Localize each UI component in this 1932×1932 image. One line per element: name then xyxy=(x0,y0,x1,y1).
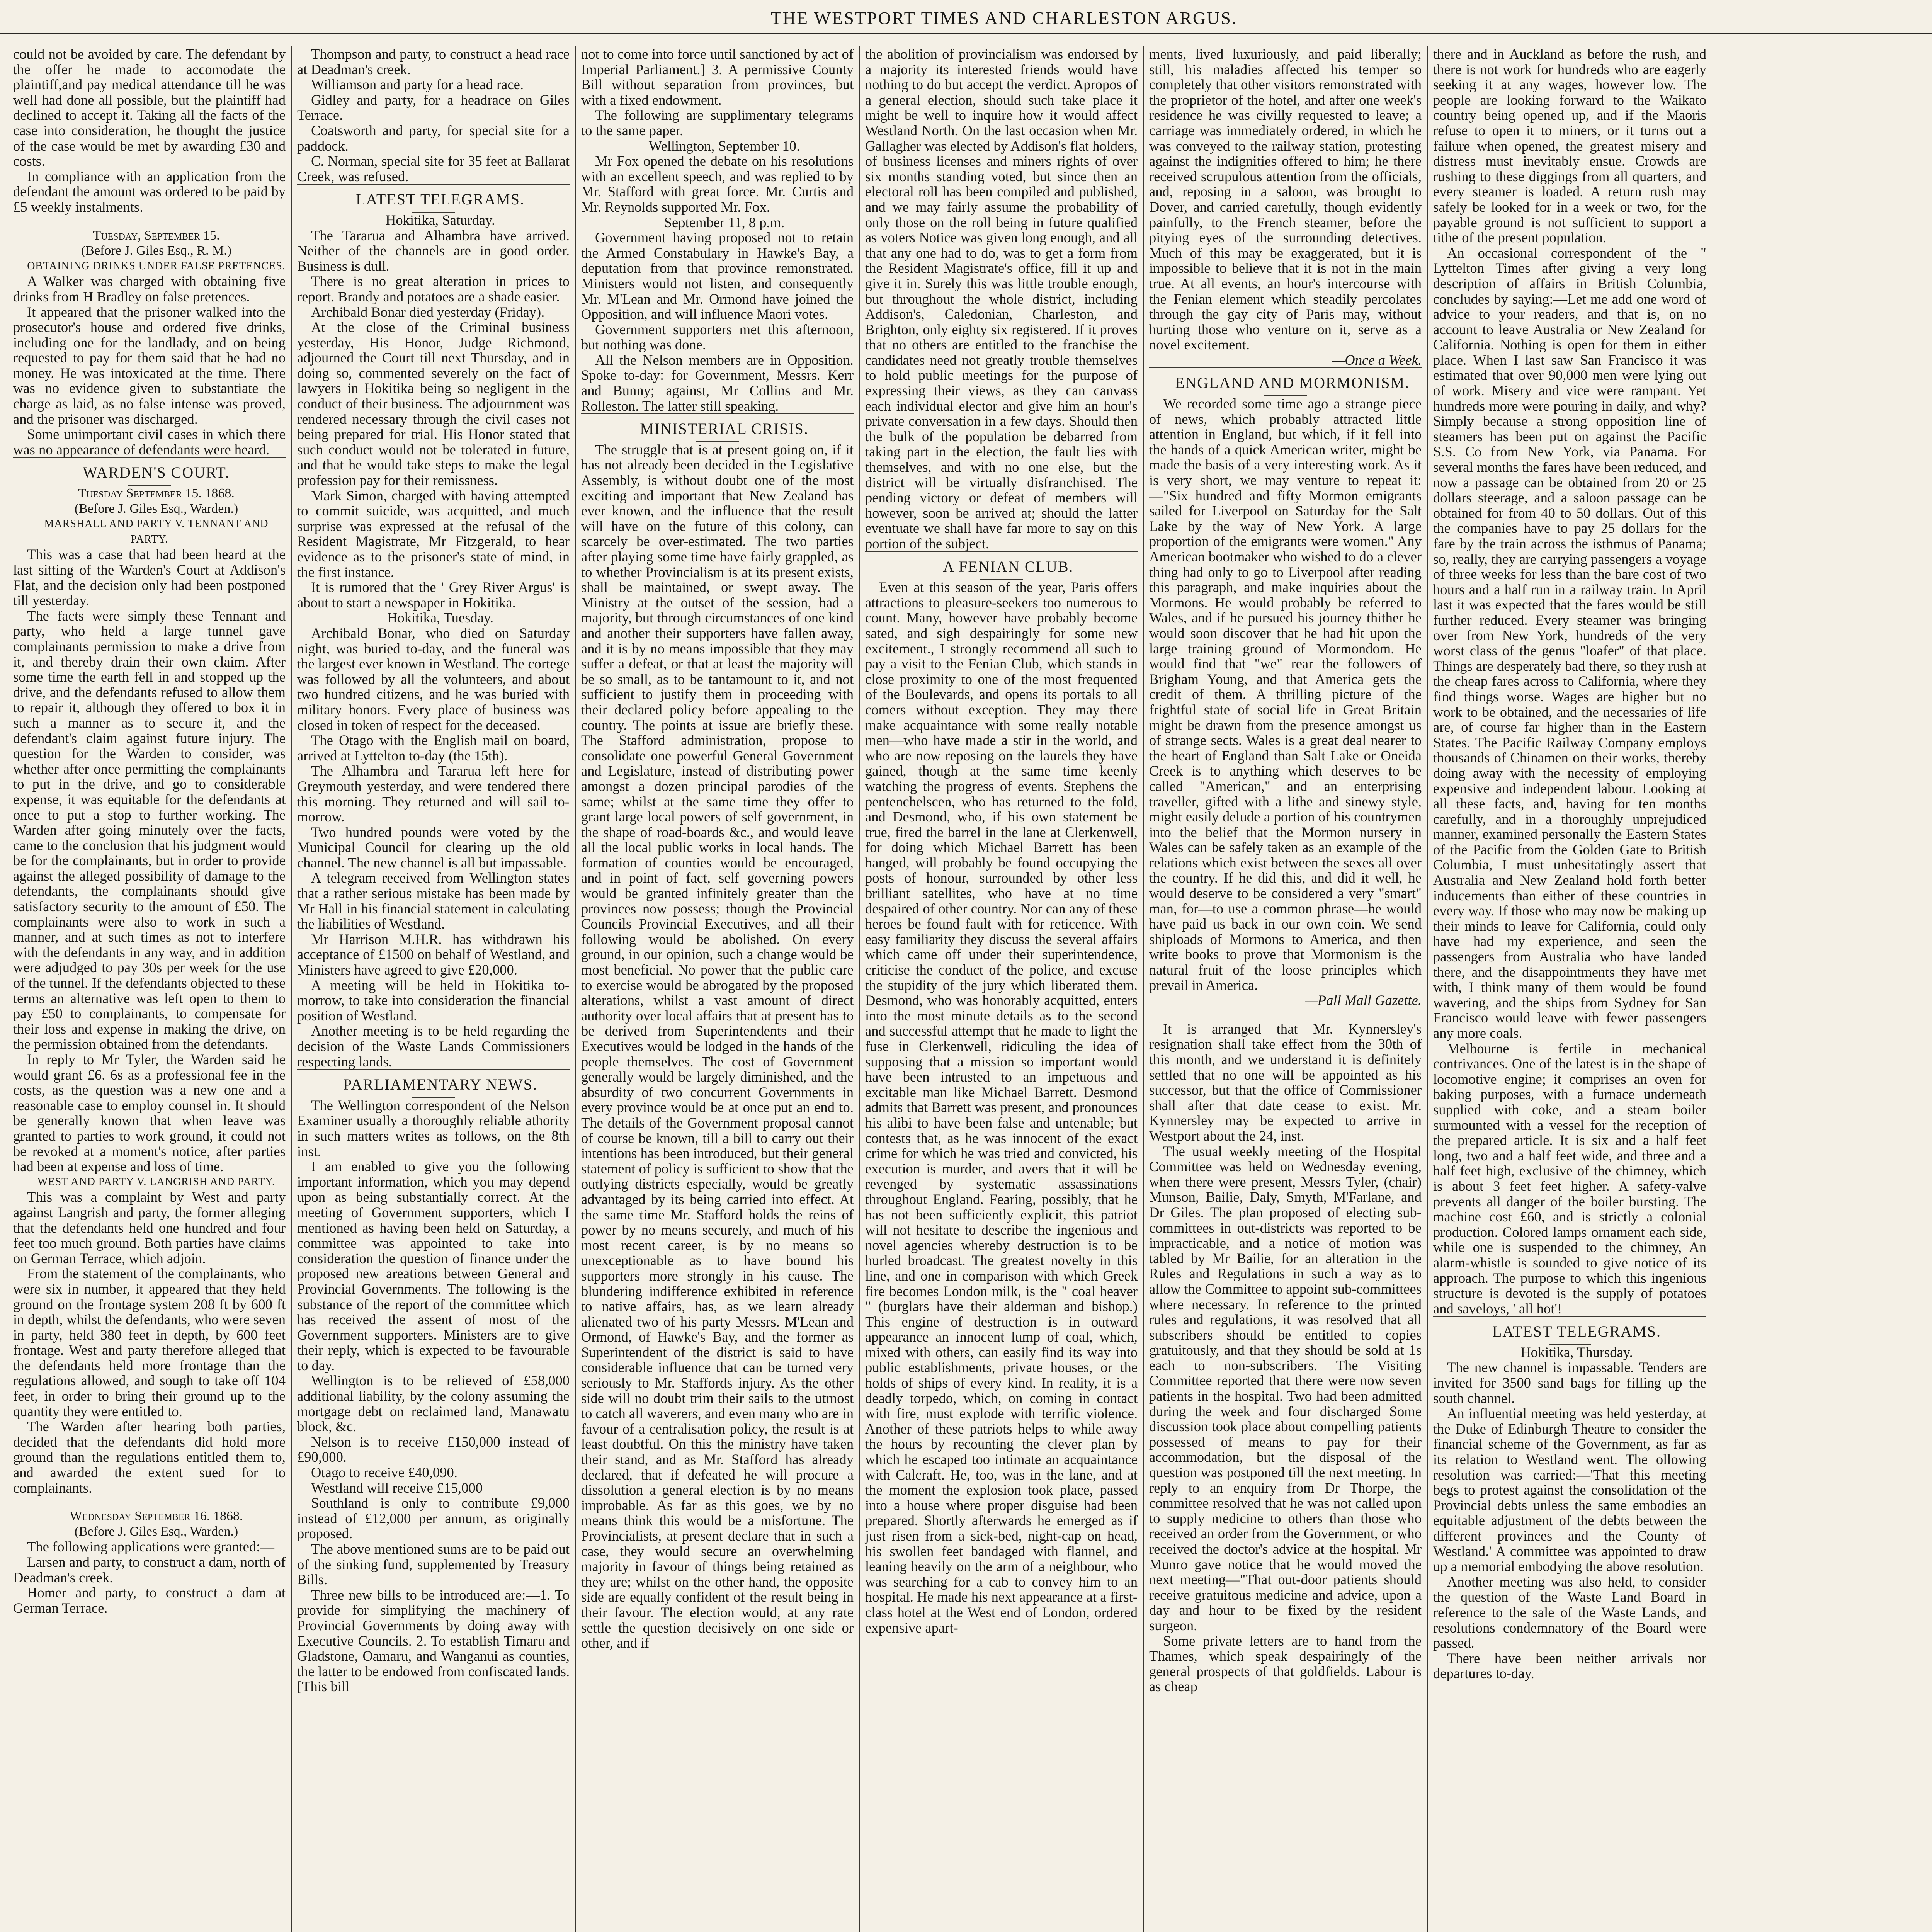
paragraph: An occasional correspondent of the " Lyttelton Times after giving a very long description of affairs in British Columbia, concludes by saying:—Let me add one word of advice to your readers, and that is, on no account to leave Australia or New Zealand for California. Nothing is open for them in either place. When I last saw San Francisco it was estimated that over 90,000 men were lying out of work. Misery and vice were rampant. Yet hundreds more were pouring in daily, and why? Simply because a strong opposition line of steamers has been put on against the Pacific S.S. Co from New York, via Panama. For several months the fares have been reduced, and now a passage can be obtained from 20 or 25 dollars steerage, and a saloon passage can be obtained for from 40 to 50 dollars. Out of this the companies have to pay 25 dollars for the fare by the train across the isthmus of Panama; so, really, they are carrying passengers a voyage of three weeks for less than the bare cost of two hours and a half run in a railway train. In April last it was expected that the fares would be still further reduced. Every steamer was bringing over from New York, hundreds of the very worst class of the genus "loafer" of that place. Things are desperately bad there, so they rush at the cheap fares across to California, where they find things worse. Wages are higher but no work to be obtained, and the necessaries of life are, of course far higher than in the Eastern States. The Pacific Railway Company employs thousands of Chinamen on their works, thereby doing away with the necessity of employing expensive and independent labour. Looking at all these facts, and, having for ten months carefully, and in a thoroughly unprejudiced manner, examined personally the Eastern States of the Pacific from the Golden Gate to British Columbia, I must unhesitatingly assert that Australia and New Zealand hold forth better inducements than either of these countries in every way. If those who may now be making up their minds to leave for California, could only have had my experience, and seen the passengers from Australia who have landed there, and the disappointments they have met with, I think many of them would be found wavering, and the ships from Sydney for San Francisco would leave with fewer passengers any more coals. xyxy=(1433,245,1706,1041)
columns xyxy=(8,46,1932,1932)
paragraph: A meeting will be held in Hokitika to-morrow, to take into consideration the financial position of Westland. xyxy=(297,977,570,1024)
paragraph: There is no great alteration in prices to report. Brandy and potatoes are a shade easier. xyxy=(297,273,570,304)
paragraph: In reply to Mr Tyler, the Warden said he would grant £6. 6s as a professional fee in the costs, as the question was a new one and a reasonable case to employ counsel in. It should be generally known that when leave was granted to parties to work ground, it could not be revoked at a moment's notice, after parties had been at expense and loss of time. xyxy=(13,1051,286,1175)
section-heading: LATEST TELEGRAMS. xyxy=(1433,1316,1706,1345)
paragraph: We recorded some time ago a strange piece of news, which probably attracted little attention in England, but which, if it fell into the hands of a quick American writer, might be made the basis of a very interesting work. As it is very short, we may venture to repeat it:—"Six hundred and fifty Mormon emigrants sailed for Liverpool on Saturday for the Salt Lake by the way of New York. A large proportion of the emigrants were women." Any American bootmaker who wished to do a clever thing had only to go to Liverpool after reading this paragraph, and make inquiries about the Mormons. He would probably be referred to Wales, and if he pursued his journey thither he would soon discover that he had hit upon the large training ground of Mormondom. He would find that "we" rear the followers of Brigham Young, and that America gets the credit of them. A thrilling picture of the frightful state of social life in Great Britain might be drawn from the presence amongst us of strange sects. Wales is a great deal nearer to the heart of England than Salt Lake or Oneida Creek is to anything which deserves to be called "American," and an enterprising traveller, gifted with a lithe and sinewy style, might easily delude a portion of his countrymen into the belief that the Mormon nursery in Wales can be safely taken as an example of the relations which exist between the sexes all over the country. If he did this, and did it well, he would deserve to be considered a very "smart" man, for—to use a common phrase—he would have paid us back in our own coin. We send shiploads of Mormons to America, and then write books to prove that Mormonism is the natural fruit of the loose principles which prevail in America. xyxy=(1149,396,1422,993)
section-heading: ENGLAND AND MORMONISM. xyxy=(1149,367,1422,396)
paragraph: An influential meeting was held yesterday, at the Duke of Edinburgh Theatre to consider the financial scheme of the Government, as far as its relation to Westland went. The ollowing resolution was carried:—'That this meeting begs to protest against the consolidation of the Provincial debts unless the same embodies an equitable adjustment of the debts between the different provinces and the County of Westland.' A committee was appointed to draw up a memorial embodying the above resolution. xyxy=(1433,1405,1706,1575)
paragraph: It appeared that the prisoner walked into the prosecutor's house and ordered five drinks, including one for the landlady, and on being requested to pay for them said that he had no money. He was intoxicated at the time. There was no evidence given to substantiate the charge as laid, as no false intense was proved, and the prisoner was discharged. xyxy=(13,304,286,427)
court-before: (Before J. Giles Esq., Warden.) xyxy=(74,501,238,516)
paragraph: The usual weekly meeting of the Hospital Committee was held on Wednesday evening, when there were present, Messrs Tyler, (chair) Munson, Bailie, Daly, Smyth, M'Farlane, and Dr Giles. The plan proposed of electing sub-committees in out-districts was reported to be impracticable, and a notice of motion was tabled by Mr Bailie, for an alteration in the Rules and Regulations in such a way as to allow the Committee to appoint sub-committees where necessary. In reference to the printed rules and regulations, it was resolved that all subscribers should be entitled to copies gratuitously, and that they should be sold at 1s each to non-subscribers. The Visiting Committee reported that there were now seven patients in the hospital. Two had been admitted during the week and four discharged Some discussion took place about compelling patients possessed of means to pay for their accommodation, but the disposal of the question was postponed till the next meeting. In reply to an enquiry from Dr Thorpe, the committee resolved that he was not called upon to supply medicine to others than those who received an order from the Government, or who received the doctor's advice at the hospital. Mr Munro gave notice that he would moved the next meeting—"That out-door patients should receive gratuitous medicine and advice, upon a day and hour to be fixed by the resident surgeon. xyxy=(1149,1143,1422,1633)
section-heading: PARLIAMENTARY NEWS. xyxy=(297,1069,570,1098)
dateline: Wellington, September 10. xyxy=(648,138,800,154)
paragraph: Even at this season of the year, Paris offers attractions to pleasure-seekers too numerous to count. Many, however have probably become sated, and sigh despairingly for some new excitement., I strongly recommend all such to pay a visit to the Fenian Club, which stands in close proximity to one of the most frequented of the Boulevards, and opens its portals to all comers without exception. They may there make acquaintance with some really notable men—who have made a stir in the world, and who are now reposing on the laurels they have gained, though at the same time keenly watching the progress of events. Stephens the pentenchelscen, who has returned to the fold, and Desmond, who, if his own statement be true, fired the barrel in the lane at Clerkenwell, for doing which Michael Barrett has been hanged, will probably be found occupying the posts of honour, surrounded by other less brilliant satellites, who have at no time despaired of other country. Nor can any of these heroes be found fault with for reticence. With easy familiarity they discuss the several affairs which came off under their superintendence, criticise the conduct of the police, and excuse the stupidity of the jury which liberated them. Desmond, who was honorably acquitted, enters into the most minute details as to the second and successful attempt that he made to light the fuse in Clerkenwell, ridiculing the idea of supposing that a mission so important would have been intrusted to an impetuous and excitable man like Michael Barrett. Desmond admits that Barrett was present, and pronounces his alibi to have been false and untenable; but contests that, as he was innocent of the exact crime for which he was tried and convicted, his execution is murder, and avers that it will be revenged by systematic assassinations throughout England. Fearing, possibly, that he has not been sufficiently explicit, this patriot will not hesitate to describe the ingenious and novel agencies whereby destruction is to be hurled broadcast. The greatest novelty in this line, and one in comparison with which Greek fire becomes London milk, is the " coal heaver " (burglars have their alderman and bishop.) This engine of destruction is in outward appearance an innocent lump of coal, which, mixed with others, can easily find its way into public establishments, private houses, or the holds of ships of every kind. In reality, it is a deadly torpedo, which, on coming in contact with fire, must explode with terrific violence. Another of these patriots helps to while away the hours by recounting the clever plan by which he escaped too intimate an acquaintance with Calcraft. He, too, was in the lane, and at the moment the explosion took place, passed into a house where proper disguise had been prepared. Shortly afterwards he emerged as if just risen from a sick-bed, night-cap on head, his swollen feet bandaged with flannel, and leaning heavily on the arm of a neighbour, who was searching for a cab to convey him to an hospital. He made his next appearance at a first-class hotel at the West end of London, ordered expensive apart- xyxy=(865,579,1138,1636)
dateline: Hokitika, Tuesday. xyxy=(387,610,494,626)
paragraph: ments, lived luxuriously, and paid liberally; still, his maladies affected his temper so completely that other visitors remonstrated with the proprietor of the hotel, and after one week's residence he was civilly requested to leave; a carriage was immediately ordered, in which he was conveyed to the railway station, protesting against the indignities offered to him; he there received scrupulous attention from the officials, and, reposing in a saloon, was brought to Dover, and carried carefully, though evidently painfully, to the French steamer, before the pitying eyes of the surrounding detectives. Much of this may be exaggerated, but it is impossible to believe that it is not in the main true. At all events, an hour's intercourse with the Fenian element which steadily percolates through the gay city of Paris may, without hurting those who venture on it, serve as a novel excitement. xyxy=(1149,46,1422,353)
case-title: MARSHALL AND PARTY V. TENNANT AND PARTY. xyxy=(44,518,269,545)
case-title: WEST AND PARTY V. LANGRISH AND PARTY. xyxy=(37,1175,276,1188)
paragraph: There have been neither arrivals nor departures to-day. xyxy=(1433,1650,1706,1682)
paragraph: Archibald Bonar died yesterday (Friday). xyxy=(311,304,545,320)
paragraph: Government supporters met this afternoon, but nothing was done. xyxy=(581,321,854,353)
paragraph: The Alhambra and Tararua left here for Greymouth yesterday, and were tendered there this morning. They returned and will sail to-morrow. xyxy=(297,763,570,825)
paragraph: The following applications were granted:— xyxy=(27,1539,274,1555)
paragraph: Westland will receive £15,000 xyxy=(311,1480,483,1496)
paragraph: Mark Simon, charged with having attempted to commit suicide, was acquitted, and much surprise was expressed at the refusal of the Resident Magistrate, Mr Fitzgerald, to hear evidence as to the prisoner's state of mind, in the first instance. xyxy=(297,487,570,580)
paragraph: C. Norman, special site for 35 feet at Ballarat Creek, was refused. xyxy=(297,153,570,184)
paragraph: Some private letters are to hand from the Thames, which speak despairingly of the general prospects of that goldfields. Labour is as cheap xyxy=(1149,1633,1422,1695)
paragraph: Wellington is to be relieved of £58,000 additional liability, by the colony assuming the mortgage debt on reclaimed land, Manawatu block, &c. xyxy=(297,1372,570,1435)
paragraph: The facts were simply these Tennant and party, who held a large tunnel gave complainants permission to make a drive from it, and thereby drain their own claim. After some time the earth fell in and stopped up the drive, and the defendants refused to allow them to repair it, although they offered to box it in such a manner as to secure it, and the defendant's claim against future injury. The question for the Warden to consider, was whether after once permitting the complainants to put in the drive, and go to considerable expense, it was equitable for the defendants at once to put a stop to further working. The Warden after going minutely over the facts, came to the conclusion that his judgment would be for the complainants, but in order to provide against the alleged possibility of damage to the defendants, the complainants should give satisfactory security to the amount of £50. The complainants were also to work in such a manner, and at such times as not to interfere with the defendants in any way, and in addition were adjudged to pay 30s per week for the use of the tunnel. If the defendants objected to these terms an alternative was left open to them to pay £50 to complainants, to compensate for their loss and expense in making the drive, on the permission obtained from the defendants. xyxy=(13,607,286,1052)
paragraph: This was a case that had been heard at the last sitting of the Warden's Court at Addison's Flat, and the decision only had been postponed till yesterday. xyxy=(13,546,286,609)
masthead-title: THE WESTPORT TIMES AND CHARLESTON ARGUS. xyxy=(770,8,1238,28)
paragraph: Williamson and party for a head race. xyxy=(311,77,524,93)
paragraph: Nelson is to receive £150,000 instead of £90,000. xyxy=(297,1434,570,1465)
paragraph: Three new bills to be introduced are:—1. To provide for simplifying the machinery of Provincial Governments by doing away with Executive Councils. 2. To establish Timaru and Gladstone, Oamaru, and Wanganui as counties, the latter to be endowed from confiscated lands. [This bill xyxy=(297,1587,570,1695)
paragraph: Two hundred pounds were voted by the Municipal Council for clearing up the old channel. The new channel is all but impassable. xyxy=(297,824,570,871)
paragraph: Government having proposed not to retain the Armed Constabulary in Hawke's Bay, a deputation from that province remonstrated. Ministers would not listen, and consequently Mr. M'Lean and Mr. Ormond have joined the Opposition, and will influence Maori votes. xyxy=(581,230,854,322)
paragraph: there and in Auckland as before the rush, and there is not work for hundreds who are eagerly seeking it at any wages, however low. The people are looking forward to the Waikato country being opened up, and if the Maoris refuse to open it to miners, or it turns out a failure when opened, the greatest misery and distress must inevitably ensue. Crowds are rushing to these diggings from all quarters, and every steamer is loaded. A return rush may safely be looked for in a week or two, for the payable ground is not sufficient to support a tithe of the present population. xyxy=(1433,46,1706,246)
paragraph: The following are supplimentary telegrams to the same paper. xyxy=(581,107,854,138)
paragraph: It is rumored that the ' Grey River Argus' is about to start a newspaper in Hokitika. xyxy=(297,579,570,611)
section-heading: MINISTERIAL CRISIS. xyxy=(581,413,854,442)
paragraph: Mr Harrison M.H.R. has withdrawn his acceptance of £1500 on behalf of Westland, and Ministers have agreed to give £20,000. xyxy=(297,931,570,978)
paragraph: the abolition of provincialism was endorsed by a majority its interested friends would have nothing to do but accept the verdict. Apropos of a general election, should such take place it might be well to inquire how it would affect Westland North. On the last occasion when Mr. Gallagher was elected by Addison's flat holders, of business licenses and miners rights of over six months standing voted, but since then an electoral roll has been compiled and published, and we may fairly assume the probability of only those on the roll being in future qualified as voters Notice was given long enough, and all that any one had to do, was to get a form from the Resident Magistrate's office, fill it up and give it in. Surely this was little trouble enough, but throughout the whole district, including Addison's, Caledonian, Charleston, and Brighton, only eighty six registered. If it proves that no others are entitled to the franchise the candidates need not greatly trouble themselves to hold public meetings for the purpose of expressing their views, as they can canvass each individual elector and give him an hour's private conversation in a few days. Should then the bulk of the population be debarred from taking part in the election, the fault lies with themselves, and with no one else, but the district will be virtually disfranchised. The pending victory or defeat of members will however, soon be arrived at; should the latter eventuate we shall have far more to say on this portion of the subject. xyxy=(865,46,1138,551)
column-5 xyxy=(1144,46,1428,1932)
paragraph: All the Nelson members are in Opposition. Spoke to-day: for Government, Messrs. Kerr and Bunny; against, Mr Collins and Mr. Rolleston. The latter still speaking. xyxy=(581,352,854,414)
paragraph: not to come into force until sanctioned by act of Imperial Parliament.] 3. A permissive County Bill without separation from provinces, but with a fixed endowment. xyxy=(581,46,854,108)
section-heading: LATEST TELEGRAMS. xyxy=(297,184,570,213)
paragraph: Southland is only to contribute £9,000 instead of £12,000 per annum, as originally proposed. xyxy=(297,1495,570,1542)
court-before: (Before J. Giles Esq., R. M.) xyxy=(81,243,232,258)
paragraph: Another meeting is to be held regarding the decision of the Waste Lands Commissioners respecting lands. xyxy=(297,1023,570,1070)
court-date: Wednesday September 16. 1868. xyxy=(70,1509,243,1524)
paragraph: Gidley and party, for a headrace on Giles Terrace. xyxy=(297,92,570,123)
source-credit: —Once a Week. xyxy=(1332,352,1422,368)
masthead xyxy=(0,5,1932,34)
paragraph: It is arranged that Mr. Kynnersley's resignation shall take effect from the 30th of this month, and we understand it is definitely settled that no one will be appointed as his successor, but that the office of Commissioner shall after that date cease to exist. Mr. Kynnersley may be expected to arrive in Westport about the 24, inst. xyxy=(1149,1020,1422,1144)
section-heading: A FENIAN CLUB. xyxy=(865,551,1138,580)
paragraph: Homer and party, to construct a dam at German Terrace. xyxy=(13,1585,286,1616)
paragraph: A telegram received from Wellington states that a rather serious mistake has been made by Mr Hall in his financial statement in calculating the liabilities of Westland. xyxy=(297,870,570,932)
dateline: Hokitika, Thursday. xyxy=(1520,1344,1633,1360)
paragraph: Mr Fox opened the debate on his resolutions with an excellent speech, and was replied to by Mr. Stafford with great force. Mr. Curtis and Mr. Reynolds supported Mr. Fox. xyxy=(581,153,854,215)
paragraph: The above mentioned sums are to be paid out of the sinking fund, supplemented by Treasury Bills. xyxy=(297,1541,570,1588)
column-2 xyxy=(292,46,576,1932)
paragraph: The Wellington correspondent of the Nelson Examiner usually a thoroughly reliable athority in such matters writes as follows, on the 8th inst. xyxy=(297,1097,570,1159)
paragraph: From the statement of the complainants, who were six in number, it appeared that they held ground on the frontage system 208 ft by 600 ft in depth, whilst the defendants, who were seven in party, held 380 feet in depth, by 600 feet frontage. West and party therefore alleged that the defendants held more frontage than the regulations allowed, and sough to take off 104 feet, in order to bring their ground up to the quantity they were entitled to. xyxy=(13,1265,286,1419)
paragraph: The struggle that is at present going on, if it has not already been decided in the Legislative Assembly, is without doubt one of the most exciting and important that New Zealand has ever known, and the influence that the result will have on the future of this colony, can scarcely be over-estimated. The two parties after playing some time have fairly grappled, as to whether Provincialism is at its present exists, shall be maintained, or swept away. The Ministry at the outset of the session, had a majority, but through circumstances of one kind and another their supporters have fallen away, and it is by no means impossible that they may suffer a defeat, or that at least the majority will be so small, as to be tantamount to it, and not sufficient to justify them in proceeding with their declared policy before appealing to the country. The points at issue are briefly these. The Stafford administration, propose to consolidate one powerful General Government and Legislature, instead of distributing power amongst a dozen principal parodies of the same; whilst at the same time they offer to grant large local powers of self government, in the shape of road-boards &c., and would leave all the local public works in local hands. The formation of counties would be encouraged, and in point of fact, self governing powers would be granted infinitely greater than the provinces now possess; though the Provincial Councils Provincial Executives, and all their following would be abolished. On every ground, in our opinion, such a change would be most beneficial. No power that the public care to exercise would be abrogated by the proposed alterations, whilst a vast amount of direct authority over local affairs that at present has to be derived from Superintendents and their Executives would be lodged in the hands of the people themselves. The cost of Government generally would be largely diminished, and the absurdity of two concurrent Governments in every province would be at once put an end to. The details of the Government proposal cannot of course be known, till a bill to carry out their intentions has been introduced, but their general statement of policy is sufficient to show that the outlying districts especially, would be greatly advantaged by its being carried into effect. At the same time Mr. Stafford holds the reins of power by no means securely, and much of his most recent career, is by no means so unexceptionable as to have bound his supporters more strongly in his cause. The blundering indifference exhibited in reference to native affairs, has, as we learn already alienated two of his party Messrs. M'Lean and Ormond, of Hawke's Bay, and the former as Superintendent of the district is said to have considerable influence that can be turned very seriously to Mr. Staffords injury. As the other side will no doubt trim their sails to the utmost to catch all waverers, and even many who are in favour of a centralisation policy, the result is at least doubtful. On this the ministry have taken their stand, and as Mr. Stafford has already declared, that if defeated he will procure a dissolution a general election is by no means improbable. As far as this goes, we by no means think this would be a misfortune. The Provincialists, at present declare that in such a case, they would secure an overwhelming majority in favour of things being retained as they are; whilst on the other hand, the opposite side are equally confident of the result being in their favour. The election would, at any rate settle the question decisively on one side or other, and if xyxy=(581,441,854,1651)
court-before: (Before J. Giles Esq., Warden.) xyxy=(74,1524,238,1539)
paragraph: The new channel is impassable. Tenders are invited for 3500 sand bags for filling up the south channel. xyxy=(1433,1359,1706,1406)
paragraph: In compliance with an application from the defendant the amount was ordered to be paid by £5 weekly instalments. xyxy=(13,168,286,215)
paragraph: Coatsworth and party, for special site for a paddock. xyxy=(297,122,570,154)
paragraph: Another meeting was also held, to consider the question of the Waste Land Board in reference to the sale of the Waste Lands, and resolutions condemnatory of the Board were passed. xyxy=(1433,1573,1706,1651)
column-4 xyxy=(860,46,1144,1932)
paragraph: The Otago with the English mail on board, arrived at Lyttelton to-day (the 15th). xyxy=(297,732,570,764)
paragraph: This was a complaint by West and party against Langrish and party, the former alleging that the defendants held one hundred and four feet too much ground. Both parties have claims on German Terrace, which adjoin. xyxy=(13,1189,286,1266)
dateline: September 11, 8 p.m. xyxy=(664,214,785,230)
paragraph: At the close of the Criminal business yesterday, His Honor, Judge Richmond, adjourned the Court till next Thursday, and in doing so, commented severely on the fact of lawyers in Hokitika being so negligent in the conduct of their business. The adjournment was rendered necessary through the civil cases not being prepared for trial. His Honor stated that such conduct would not be tolerated in future, and that he would take steps to make the legal profession pay for their remissness. xyxy=(297,319,570,488)
paragraph: The Tararua and Alhambra have arrived. Neither of the channels are in good order. Business is dull. xyxy=(297,227,570,274)
paragraph: The Warden after hearing both parties, decided that the defendants did hold more ground than the regulations entitled them to, and awarded the extent sued for to complainants. xyxy=(13,1418,286,1496)
paragraph: could not be avoided by care. The defendant by the offer he made to accomodate the plaintiff,and pay medical attendance till he was well had done all possible, but the plaintiff had declined to accept it. Taking all the facts of the case into consideration, he thought the justice of the case would be met by awarding £30 and costs. xyxy=(13,46,286,169)
court-date: Tuesday, September 15. xyxy=(93,228,220,243)
dateline: Hokitika, Saturday. xyxy=(385,212,495,228)
paragraph: Archibald Bonar, who died on Saturday night, was buried to-day, and the funeral was the largest ever known in Westland. The cortege was followed by all the volunteers, and about two hundred citizens, and he was buried with military honors. Every place of business was closed in token of respect for the deceased. xyxy=(297,625,570,733)
paragraph: Thompson and party, to construct a head race at Deadman's creek. xyxy=(297,46,570,77)
column-3 xyxy=(576,46,860,1932)
paragraph: Some unimportant civil cases in which there was no appearance of defendants were heard. xyxy=(13,426,286,457)
column-6 xyxy=(1428,46,1712,1932)
paragraph: I am enabled to give you the following important information, which you may depend upon as being substantially correct. At the meeting of Government supporters, which I mentioned as having been held on Saturday, a committee was appointed to take into consideration the question of finance under the proposed new areations between General and Provincial Governments. The following is the substance of the report of the committee which has received the assent of most of the Government supporters. Ministers are to give their reply, which is expected to be favourable to day. xyxy=(297,1158,570,1373)
case-title: OBTAINING DRINKS UNDER FALSE PRETENCES. xyxy=(27,260,286,272)
paragraph: A Walker was charged with obtaining five drinks from H Bradley on false pretences. xyxy=(13,273,286,304)
section-heading: WARDEN'S COURT. xyxy=(13,457,286,486)
paragraph: Melbourne is fertile in mechanical contrivances. One of the latest is in the shape of locomotive engine; it comprises an oven for baking purposes, with a furnace underneath supplied with coke, and a steam boiler surmounted with a vessel for the reception of the prepared article. It is six and a half feet long, two and a half feet wide, and three and a half feet high, exclusive of the chimney, which is about 3 feet feet higher. A safety-valve prevents all danger of the boiler bursting. The machine cost £60, and is strictly a colonial production. Colored lamps ornament each side, while one is suspended to the chimney, An alarm-whistle is sounded to give notice of its approach. The purpose to which this ingenious structure is devoted is the supply of potatoes and saveloys, ' all hot'! xyxy=(1433,1040,1706,1316)
column-1 xyxy=(8,46,292,1932)
paragraph: Larsen and party, to construct a dam, north of Deadman's creek. xyxy=(13,1554,286,1585)
source-credit: —Pall Mall Gazette. xyxy=(1305,992,1422,1009)
paragraph: Otago to receive £40,090. xyxy=(311,1464,457,1481)
court-date: Tuesday September 15. 1868. xyxy=(78,486,235,501)
